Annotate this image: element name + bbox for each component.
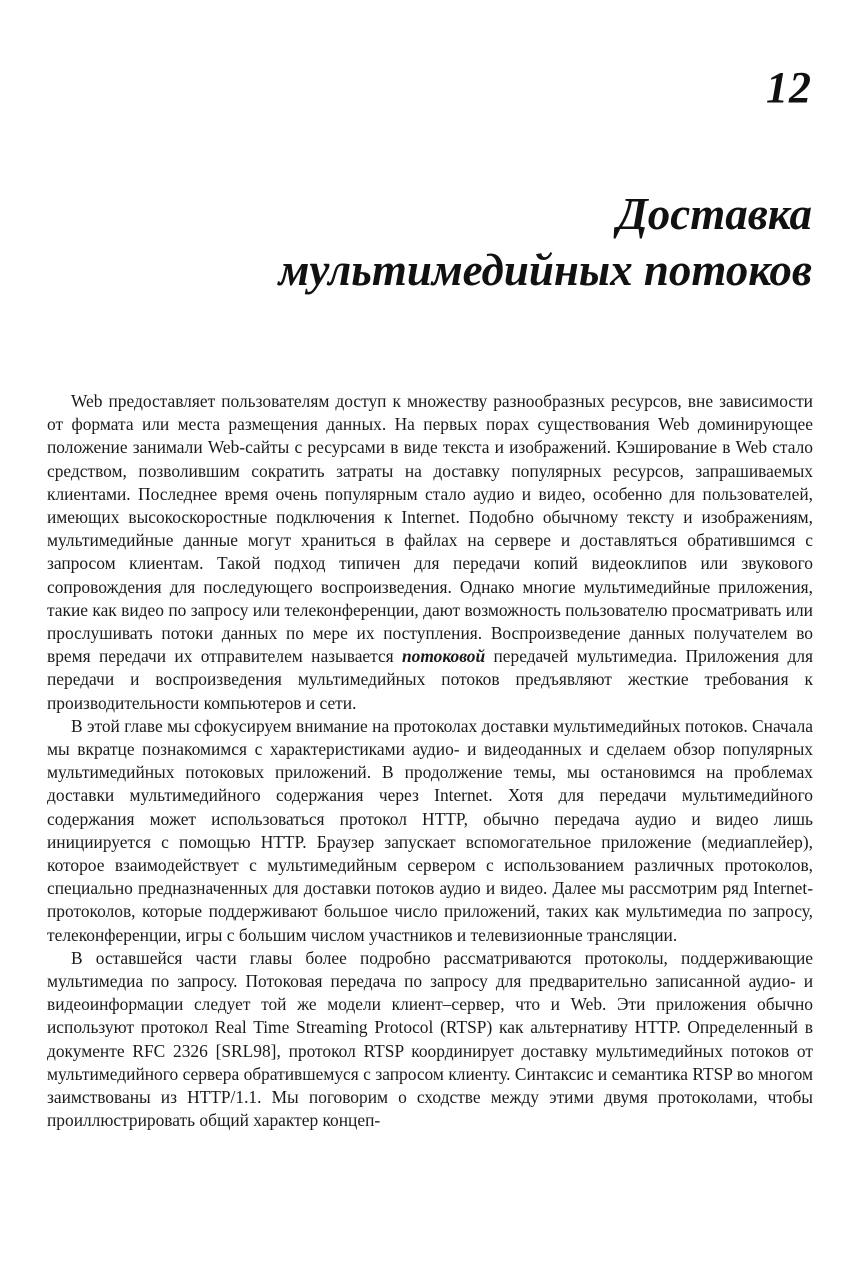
chapter-title-line-2: мультимедийных потоков bbox=[278, 245, 812, 295]
chapter-title-line-1: Доставка bbox=[616, 189, 812, 239]
paragraph-1-text-start: Web предоставляет пользователям доступ к множеству разнообразных ресурсов, вне зависимости от формата или места размещения данных. На первых порах существования Web доминирующее положение занимали Web-сайты с ресурсами в виде текста и изображений. Кэширование в Web стало средством, позволившим сократить затраты на доставку популярных ресурсов, запрашиваемых клиентами. Последнее время очень популярным стало аудио и видео, особенно для пользователей, имеющих высокоскоростные подключения к Internet. Подобно обычному тексту и изображениям, мультимедийные данные могут храниться в файлах на сервере и доставляться обратившимся с запросом клиентам. Такой подход типичен для передачи копий видеоклипов или звукового сопровождения для последующего воспроизведения. Однако многие мультимедийные приложения, такие как видео по запросу или телеконференции, дают возможность пользователю просматривать или прослушивать потоки данных по мере их поступления. Воспроизведение данных получателем во время передачи их отправителем называется bbox=[47, 391, 813, 667]
chapter-number: 12 bbox=[766, 63, 812, 112]
body-text bbox=[47, 390, 813, 1133]
paragraph-1-text-end: передачей мультимедиа. Приложения для передачи и воспроизведения мультимедийных потоков предъявляют жесткие требования к производительности компьютеров и сети. bbox=[47, 646, 813, 713]
emphasized-term: потоковой bbox=[402, 646, 486, 667]
paragraph-2: В этой главе мы сфокусируем внимание на протоколах доставки мультимедийных потоков. Сначала мы вкратце познакомимся с характеристиками аудио- и видеоданных и сделаем обзор популярных мультимедийных потоковых приложений. В продолжение темы, мы остановимся на проблемах доставки мультимедийного содержания через Internet. Хотя для передачи мультимедийного содержания может использоваться протокол HTTP, обычно передача аудио и видео лишь инициируется с помощью HTTP. Браузер запускает вспомогательное приложение (медиаплейер), которое взаимодействует с мультимедийным сервером с использованием различных протоколов, специально предназначенных для доставки потоков аудио и видео. Далее мы рассмотрим ряд Internet-протоколов, которые поддерживают большое число приложений, таких как мультимедиа по запросу, телеконференции, игры с большим числом участников и телевизионные трансляции. bbox=[47, 715, 813, 945]
paragraph-3: В оставшейся части главы более подробно рассматриваются протоколы, поддерживающие мультимедиа по запросу. Потоковая передача по запросу для предварительно записанной аудио- и видеоинформации следует той же модели клиент–сервер, что и Web. Эти приложения обычно используют протокол Real Time Streaming Protocol (RTSP) как альтернативу HTTP. Определенный в документе RFC 2326 [SRL98], протокол RTSP координирует доставку мультимедийных потоков от мультимедийного сервера обратившемуся с запросом клиенту. Синтаксис и семантика RTSP во многом заимствованы из HTTP/1.1. Мы поговорим о сходстве между этими двумя протоколами, чтобы проиллюстрировать общий характер концеп- bbox=[47, 947, 813, 1131]
paragraph-1 bbox=[47, 390, 813, 715]
chapter-title bbox=[92, 186, 812, 298]
